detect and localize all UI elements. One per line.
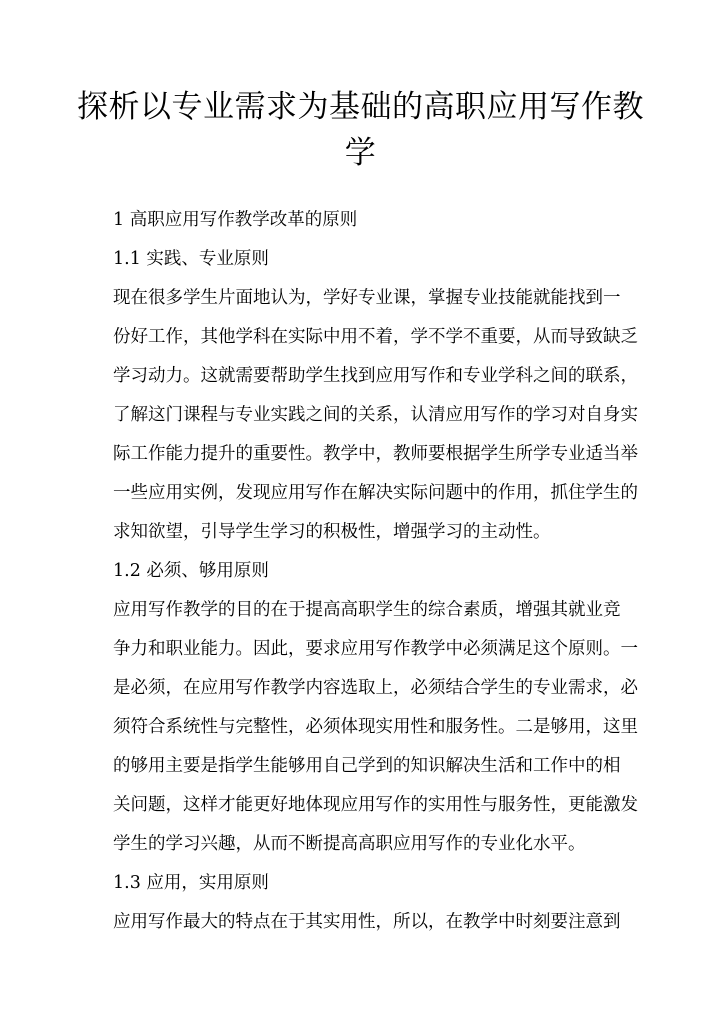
paragraph-line: 应用写作教学的目的在于提高高职学生的综合素质，增强其就业竞 (113, 600, 621, 620)
paragraph-line: 一些应用实例，发现应用写作在解决实际问题中的作用，抓住学生的 (113, 483, 638, 503)
section-heading: 1 高职应用写作教学改革的原则 (113, 210, 358, 230)
paragraph-line: 际工作能力提升的重要性。教学中，教师要根据学生所学专业适当举 (113, 444, 638, 464)
paragraph-line: 关问题，这样才能更好地体现应用写作的实用性与服务性，更能激发 (113, 795, 638, 815)
paragraph-line: 学习动力。这就需要帮助学生找到应用写作和专业学科之间的联系， (113, 366, 638, 386)
paragraph-line: 争力和职业能力。因此，要求应用写作教学中必须满足这个原则。一 (113, 639, 638, 659)
title-line-2: 学 (344, 135, 377, 171)
paragraph-line: 的够用主要是指学生能够用自己学到的知识解决生活和工作中的相 (113, 756, 621, 776)
paragraph-line: 求知欲望，引导学生学习的积极性，增强学习的主动性。 (113, 522, 551, 542)
paragraph-line: 学生的学习兴趣，从而不断提高高职应用写作的专业化水平。 (113, 834, 586, 854)
section-heading: 1.2 必须、够用原则 (113, 561, 269, 581)
paragraph-line: 应用写作最大的特点在于其实用性，所以，在教学中时刻要注意到 (113, 912, 621, 932)
paragraph-line: 了解这门课程与专业实践之间的关系，认清应用写作的学习对自身实 (113, 405, 638, 425)
paragraph-line: 是必须，在应用写作教学内容选取上，必须结合学生的专业需求，必 (113, 678, 638, 698)
paragraph-line: 须符合系统性与完整性，必须体现实用性和服务性。二是够用，这里 (113, 717, 638, 737)
section-heading: 1.3 应用，实用原则 (113, 873, 269, 893)
section-heading: 1.1 实践、专业原则 (113, 249, 269, 269)
title-line-1: 探析以专业需求为基础的高职应用写作教 (77, 89, 644, 125)
document-title (0, 84, 721, 176)
paragraph-line: 份好工作，其他学科在实际中用不着，学不学不重要，从而导致缺乏 (113, 327, 638, 347)
paragraph-line: 现在很多学生片面地认为，学好专业课，掌握专业技能就能找到一 (113, 288, 621, 308)
